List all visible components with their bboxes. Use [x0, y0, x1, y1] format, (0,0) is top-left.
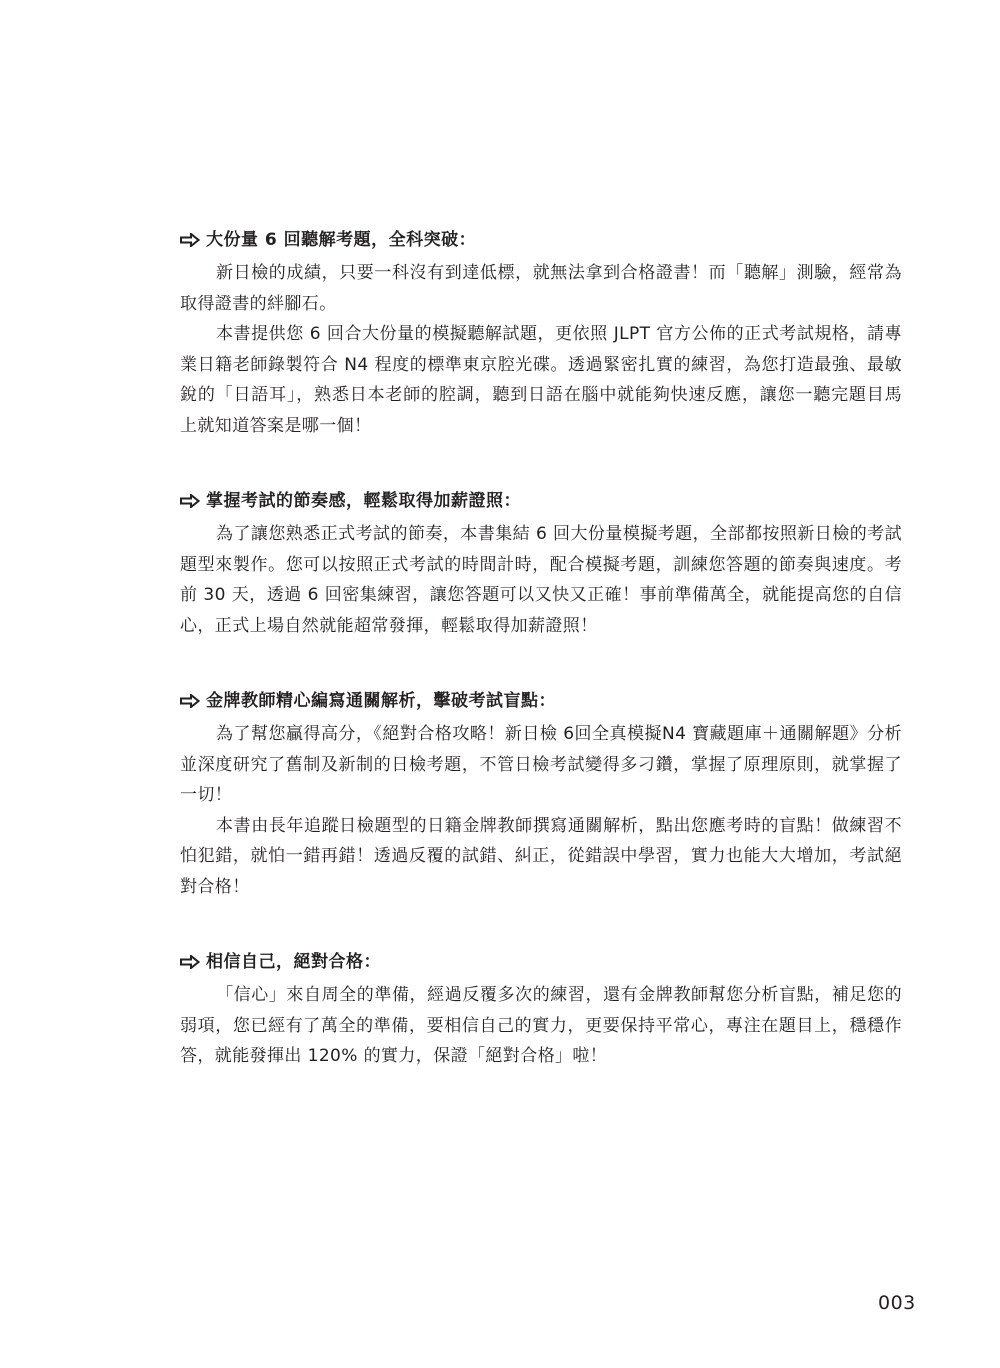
section-heading-text: 金牌教師精心編寫通關解析，擊破考試盲點： — [206, 691, 556, 711]
arrow-right-icon — [180, 955, 200, 969]
section-heading-text: 掌握考試的節奏感，輕鬆取得加薪證照： — [206, 491, 521, 511]
section-heading — [180, 487, 902, 515]
section-analysis — [180, 687, 902, 902]
section-confidence — [180, 948, 902, 1072]
paragraph: 新日檢的成績，只要一科沒有到達低標，就無法拿到合格證書！而「聽解」測驗，經常為取得證書的絆腳石。 — [180, 263, 902, 314]
page-number: 003 — [878, 1292, 916, 1314]
section-heading-text: 相信自己，絕對合格： — [206, 952, 381, 972]
paragraph: 「信心」來自周全的準備，經過反覆多次的練習，還有金牌教師幫您分析盲點，補足您的弱項，您已經有了萬全的準備，要相信自己的實力，更要保持平常心，專注在題目上，穩穩作答，就能發揮出 120% 的實力，保證「絕對合格」啦！ — [180, 985, 902, 1066]
section-rhythm — [180, 487, 902, 641]
page-content — [180, 226, 902, 1118]
arrow-right-icon — [180, 694, 200, 708]
paragraph: 本書由長年追蹤日檢題型的日籍金牌教師撰寫通關解析，點出您應考時的盲點！做練習不怕犯錯，就怕一錯再錯！透過反覆的試錯、糾正，從錯誤中學習，實力也能大大增加，考試絕對合格！ — [180, 815, 902, 897]
section-heading — [180, 687, 902, 715]
section-heading — [180, 226, 902, 254]
section-heading-text: 大份量 6 回聽解考題，全科突破： — [206, 230, 477, 250]
arrow-right-icon — [180, 233, 200, 247]
section-heading — [180, 948, 902, 976]
section-listening — [180, 226, 902, 441]
paragraph: 為了讓您熟悉正式考試的節奏，本書集結 6 回大份量模擬考題，全部都按照新日檢的考試題型來製作。您可以按照正式考試的時間計時，配合模擬考題，訓練您答題的節奏與速度。考前 30 天，透過 6 回密集練習，讓您答題可以又快又正確！事前準備萬全，就能提高您的自信心，正式上場自然就能超常發揮，輕鬆取得加薪證照！ — [180, 524, 902, 636]
paragraph: 為了幫您贏得高分，《絕對合格攻略！新日檢 6回全真模擬N4 寶藏題庫＋通關解題》分析並深度研究了舊制及新制的日檢考題，不管日檢考試變得多刁鑽，掌握了原理原則，就掌握了一切！ — [180, 724, 902, 805]
arrow-right-icon — [180, 494, 200, 508]
paragraph: 本書提供您 6 回合大份量的模擬聽解試題，更依照 JLPT 官方公佈的正式考試規格，請專業日籍老師錄製符合 N4 程度的標準東京腔光碟。透過緊密扎實的練習，為您打造最強、最敏銳的「日語耳」，熟悉日本老師的腔調，聽到日語在腦中就能夠快速反應，讓您一聽完題目馬上就知道答案是哪一個！ — [180, 324, 902, 436]
